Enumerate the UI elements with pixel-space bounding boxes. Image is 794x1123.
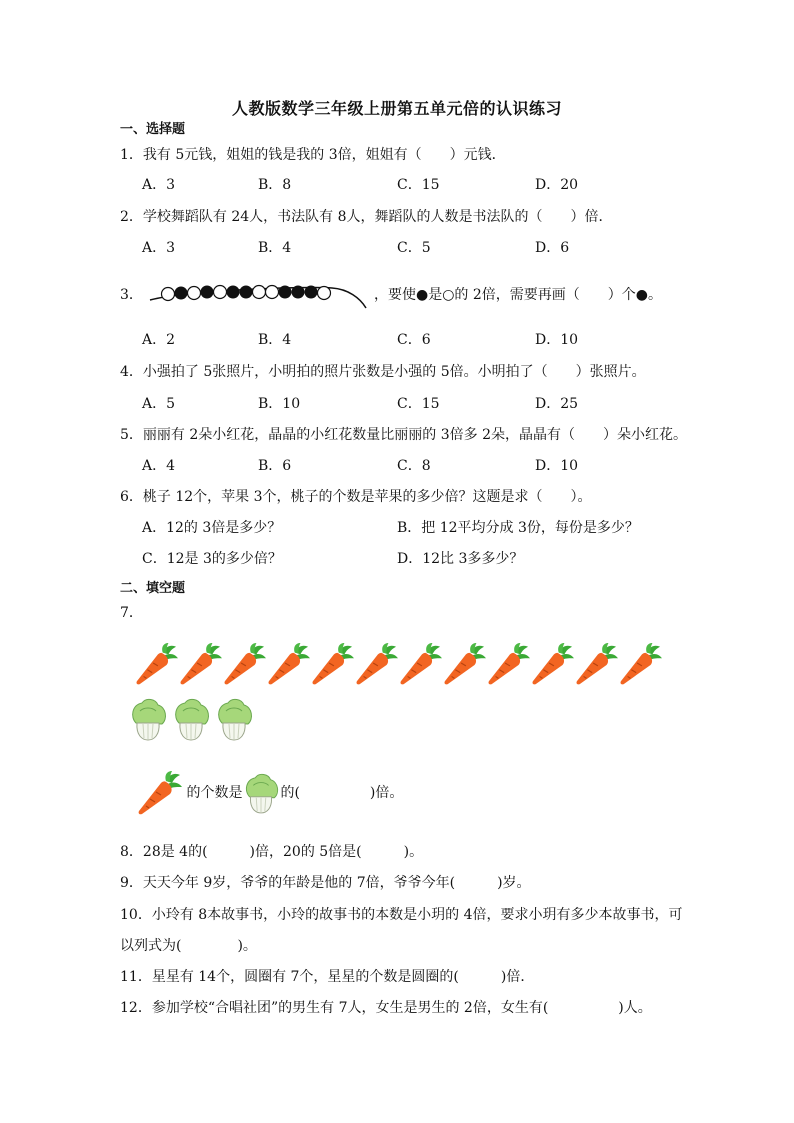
carrot-icon (136, 770, 182, 816)
q2-option-d[interactable]: D．6 (535, 240, 570, 256)
q1-option-b[interactable]: B．8 (258, 177, 292, 193)
q2-option-a[interactable]: A．3 (142, 240, 176, 256)
section-heading-choice: 一、选择题 (120, 122, 186, 137)
q4-option-b[interactable]: B．10 (258, 396, 301, 412)
q1-option-a[interactable]: A．3 (142, 177, 176, 193)
q3-option-d[interactable]: D．10 (535, 332, 579, 348)
q6-option-c[interactable]: C．12是 3的多少倍？ (142, 551, 282, 567)
q3-option-a[interactable]: A．2 (142, 332, 176, 348)
question-7-text (136, 768, 403, 818)
q2-option-b[interactable]: B．4 (258, 240, 292, 256)
q2-option-c[interactable]: C．5 (397, 240, 431, 256)
q5-option-c[interactable]: C．8 (397, 458, 431, 474)
question-4: 4．小强拍了 5张照片，小明拍的照片张数是小强的 5倍。小明拍了（ ）张照片。 (120, 364, 646, 380)
q4-option-d[interactable]: D．25 (535, 396, 579, 412)
question-12: 12．参加学校“合唱社团”的男生有 7人，女生是男生的 2倍，女生有( )人。 (120, 1000, 652, 1016)
question-7-number: 7． (120, 605, 143, 621)
q4-option-c[interactable]: C．15 (397, 396, 440, 412)
q1-option-d[interactable]: D．20 (535, 177, 579, 193)
q7-part1: 的个数是 (186, 785, 243, 801)
question-3-number: 3． (120, 287, 143, 303)
question-10-line-1: 10．小玲有 8本故事书，小玲的故事书的本数是小玥的 4倍，要求小玥有多少本故事书，可 (120, 907, 683, 923)
cabbage-icon (128, 697, 258, 743)
question-11: 11．星星有 14个，圆圈有 7个，星星的个数是圆圈的( )倍． (120, 969, 535, 985)
carrot-icon (134, 642, 664, 688)
page-title: 人教版数学三年级上册第五单元倍的认识练习 (231, 99, 562, 118)
section-heading-fill: 二、填空题 (120, 581, 186, 596)
carrot-row (134, 642, 664, 692)
cabbage-row (128, 697, 258, 747)
q6-option-d[interactable]: D．12比 3多多少？ (397, 551, 524, 567)
q3-option-c[interactable]: C．6 (397, 332, 431, 348)
question-2: 2．学校舞蹈队有 24人，书法队有 8人，舞蹈队的人数是书法队的（ ）倍． (120, 209, 613, 225)
question-1: 1．我有 5元钱，姐姐的钱是我的 3倍，姐姐有（ ）元钱． (120, 147, 506, 163)
question-5: 5．丽丽有 2朵小红花，晶晶的小红花数量比丽丽的 3倍多 2朵，晶晶有（ ）朵小红花。 (120, 427, 687, 443)
q7-part2: 的( )倍。 (280, 785, 404, 801)
q5-option-d[interactable]: D．10 (535, 458, 579, 474)
q4-option-a[interactable]: A．5 (142, 396, 176, 412)
question-6: 6．桃子 12个，苹果 3个，桃子的个数是苹果的多少倍？这题是求（ ）。 (120, 489, 592, 505)
beads-string-icon (148, 280, 370, 312)
question-10-line-2: 以列式为( )。 (120, 938, 257, 954)
q6-option-a[interactable]: A．12的 3倍是多少？ (142, 520, 282, 536)
q5-option-b[interactable]: B．6 (258, 458, 292, 474)
cabbage-icon (242, 768, 280, 818)
q3-option-b[interactable]: B．4 (258, 332, 292, 348)
question-8: 8．28是 4的( )倍，20的 5倍是( )。 (120, 844, 424, 860)
q5-option-a[interactable]: A．4 (142, 458, 176, 474)
q6-option-b[interactable]: B．把 12平均分成 3份，每份是多少？ (397, 520, 639, 536)
question-3-text: ，要使●是○的 2倍，需要再画（ ）个●。 (374, 287, 663, 303)
question-9: 9．天天今年 9岁，爷爷的年龄是他的 7倍，爷爷今年( )岁。 (120, 875, 531, 891)
q1-option-c[interactable]: C．15 (397, 177, 440, 193)
